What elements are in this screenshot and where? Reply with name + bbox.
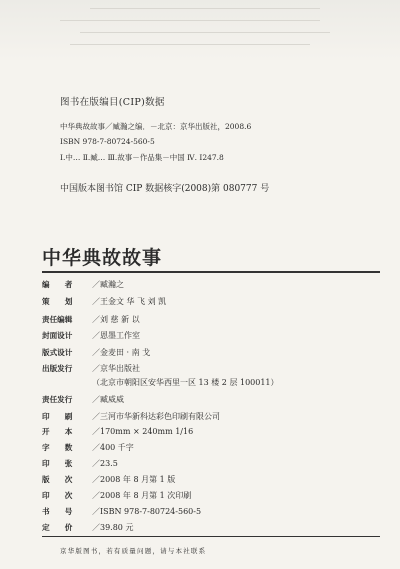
credit-label: 印 张 xyxy=(42,459,73,468)
credit-row xyxy=(42,411,220,422)
footer-rule xyxy=(42,536,380,537)
credit-row xyxy=(42,363,140,374)
credit-row xyxy=(42,490,191,501)
credit-row xyxy=(42,442,134,453)
cip-line-3: Ⅰ.中… Ⅱ.臧… Ⅲ.故事－作品集－中国 Ⅳ. I247.8 xyxy=(60,153,224,162)
credit-label: 字 数 xyxy=(42,443,73,452)
credit-value: ／京华出版社 xyxy=(92,364,140,373)
credit-value: ／400 千字 xyxy=(92,443,134,452)
credit-label: 编 者 xyxy=(42,280,73,289)
cip-heading: 图书在版编目(CIP)数据 xyxy=(60,97,165,108)
credit-label: 版 次 xyxy=(42,475,73,484)
credit-value: ／臧瀚之 xyxy=(92,280,124,289)
credit-label: 定 价 xyxy=(42,523,73,532)
credit-row xyxy=(42,330,140,341)
cip-record-number: 中国版本图书馆 CIP 数据核字(2008)第 080777 号 xyxy=(60,184,270,194)
credit-value: ／恩墨工作室 xyxy=(92,331,140,340)
credit-row xyxy=(42,522,133,533)
credit-row xyxy=(42,279,124,290)
credit-row xyxy=(42,377,279,388)
title-rule xyxy=(42,271,380,273)
credit-value: ／刘 慈 新 以 xyxy=(92,315,140,324)
credit-value: ／23.5 xyxy=(92,459,118,468)
credit-label: 印 次 xyxy=(42,491,73,500)
credit-value: （北京市朝阳区安华西里一区 13 楼 2 层 100011） xyxy=(92,378,279,387)
footer-notice: 京华版图书，若有质量问题，请与本社联系 xyxy=(60,547,207,555)
credit-row xyxy=(42,474,175,485)
credit-label: 责任编辑 xyxy=(42,315,73,324)
credit-row xyxy=(42,296,166,307)
credit-label: 版式设计 xyxy=(42,348,73,357)
credit-label: 开 本 xyxy=(42,427,73,436)
credit-value: ／2008 年 8 月第 1 版 xyxy=(92,475,176,484)
credit-value: ／170mm × 240mm 1/16 xyxy=(92,427,194,436)
credit-value: ／39.80 元 xyxy=(92,523,134,532)
credit-label: 出版发行 xyxy=(42,364,73,373)
credit-value: ／三河市华新科达彩色印刷有限公司 xyxy=(92,412,220,421)
cip-line-1: 中华典故故事／臧瀚之编．－北京：京华出版社，2008.6 xyxy=(60,122,252,131)
credit-label: 书 号 xyxy=(42,507,73,516)
credit-value: ／臧威威 xyxy=(92,395,124,404)
credit-row xyxy=(42,426,193,437)
bleed-through-shadow xyxy=(0,0,400,60)
credit-label: 封面设计 xyxy=(42,331,73,340)
credit-value: ／2008 年 8 月第 1 次印刷 xyxy=(92,491,192,500)
credit-label: 印 刷 xyxy=(42,412,73,421)
credit-label: 责任发行 xyxy=(42,395,73,404)
credit-row xyxy=(42,314,140,325)
credit-value: ／ISBN 978-7-80724-560-5 xyxy=(92,507,202,516)
credit-value: ／金麦田 · 南 戈 xyxy=(92,348,151,357)
credit-row xyxy=(42,458,118,469)
credit-row xyxy=(42,347,150,358)
credit-row xyxy=(42,394,124,405)
cip-line-2: ISBN 978-7-80724-560-5 xyxy=(60,137,155,146)
book-title: 中华典故故事 xyxy=(42,247,163,269)
credit-value: ／王金文 华 飞 刘 凯 xyxy=(92,297,167,306)
credit-label: 策 划 xyxy=(42,297,73,306)
credit-row xyxy=(42,506,201,517)
